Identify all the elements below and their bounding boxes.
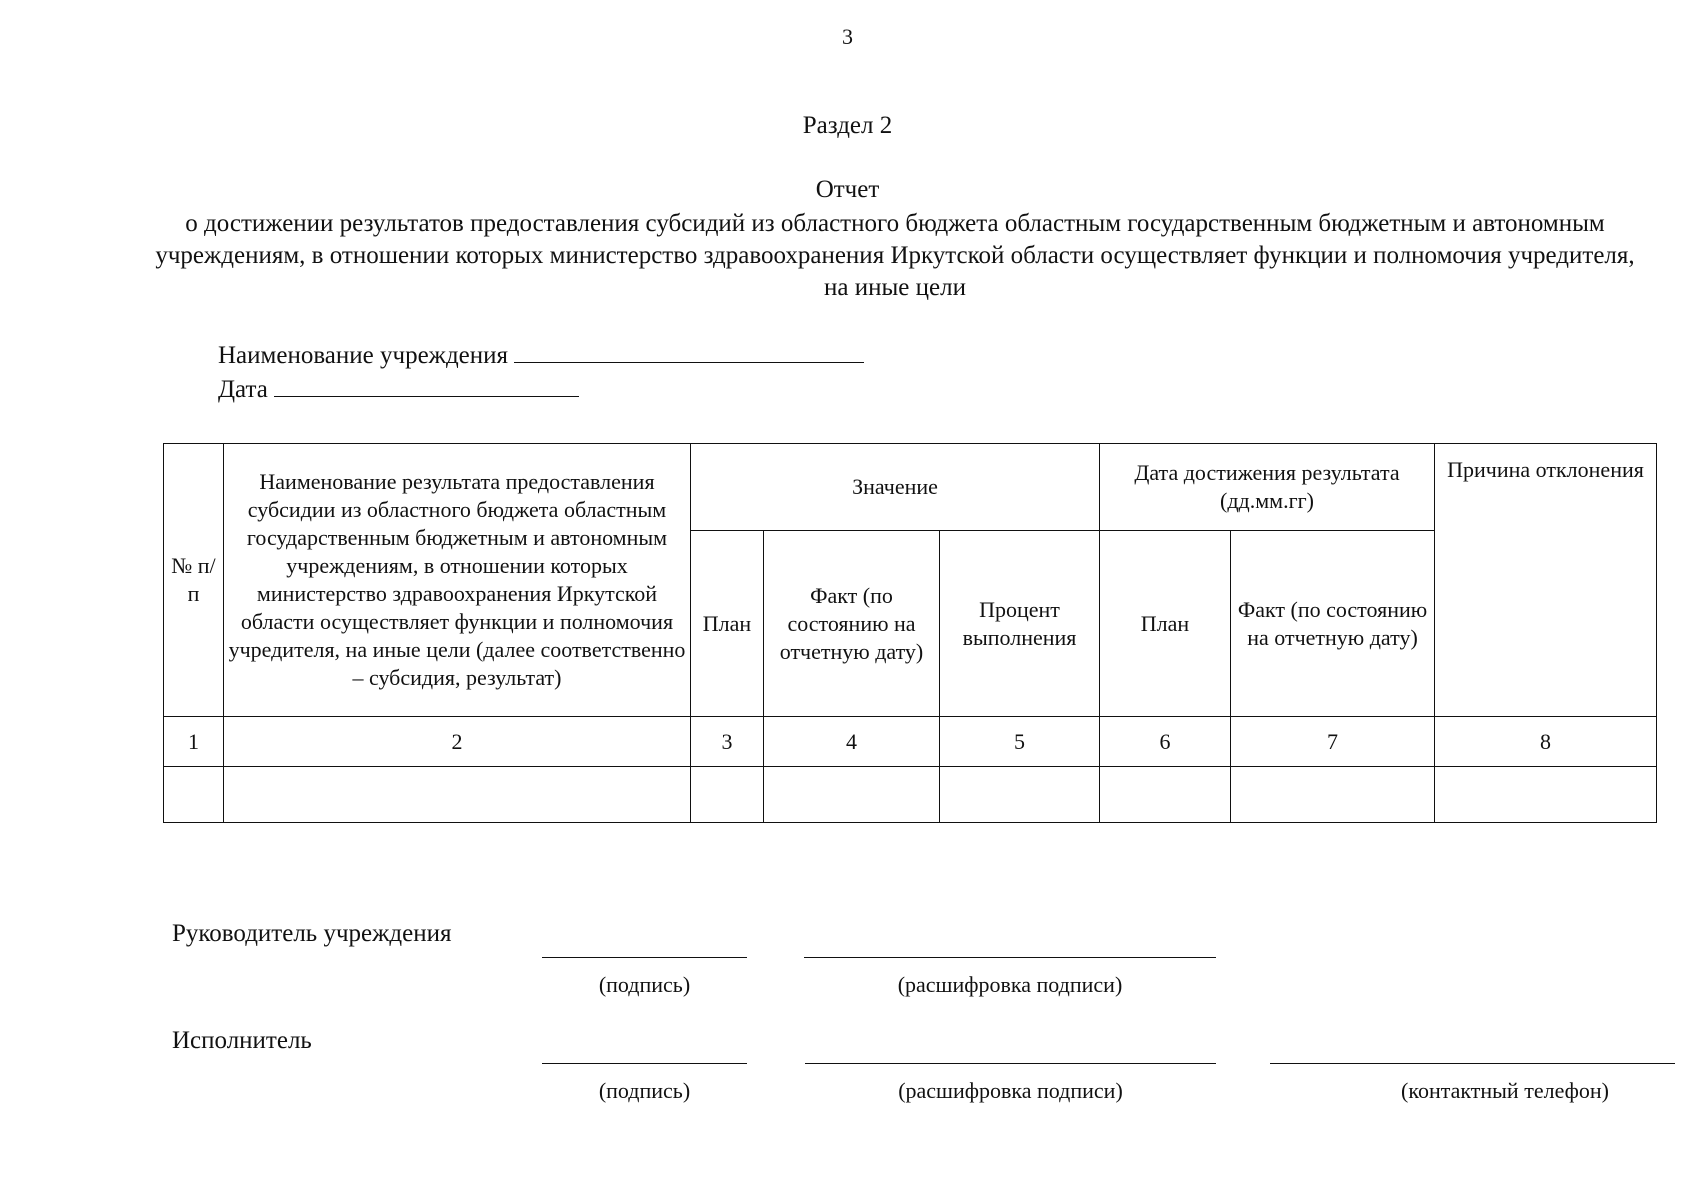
header-value-percent: Процент выполнения: [940, 531, 1100, 717]
report-subtitle: о достижении результатов предоставления субсидий из областного бюджета областным государственным бюджетным и автономным учреждениям, в отношении которых министерство здравоохранения Иркутской области осуществляет функции и полномочия учредителя, на иные цели: [155, 210, 1635, 301]
executor-label: Исполнитель: [172, 1027, 312, 1054]
institution-field: [218, 340, 864, 370]
institution-blank-line[interactable]: [514, 340, 864, 363]
executor-phone-caption: (контактный телефон): [1401, 1078, 1609, 1103]
head-decoding-caption: (расшифровка подписи): [897, 972, 1123, 997]
report-table: [163, 443, 1657, 823]
table-cell[interactable]: [164, 767, 224, 823]
col-number: 6: [1100, 717, 1231, 767]
institution-label: Наименование учреждения: [218, 342, 509, 369]
col-number: 5: [940, 717, 1100, 767]
head-label: Руководитель учреждения: [172, 920, 452, 947]
table-cell[interactable]: [764, 767, 940, 823]
table-cell[interactable]: [1435, 767, 1657, 823]
header-group-date: Дата достижения результата (дд.мм.гг): [1100, 444, 1435, 531]
table-row: [164, 767, 1657, 823]
head-signature-caption: (подпись): [598, 972, 691, 997]
executor-decoding-caption: (расшифровка подписи): [898, 1078, 1123, 1103]
table-number-row: [164, 717, 1657, 767]
header-date-fact: Факт (по состоянию на отчетную дату): [1231, 531, 1435, 717]
table-cell[interactable]: [1100, 767, 1231, 823]
head-signature-line[interactable]: [542, 957, 747, 958]
header-value-plan: План: [691, 531, 764, 717]
head-decoding-line[interactable]: [804, 957, 1216, 958]
table-header-row-1: [164, 444, 1657, 531]
date-blank-line[interactable]: [274, 374, 579, 397]
header-result-name: Наименование результата предоставления субсидии из областного бюджета областным государственным бюджетным и автономным учреждениям, в отношении которых министерство здравоохранения Иркутской области осуществляет функции и полномочия учредителя, на иные цели (далее соответственно – субсидия, результат): [224, 444, 691, 717]
col-number: 4: [764, 717, 940, 767]
table-cell[interactable]: [224, 767, 691, 823]
date-label: Дата: [218, 376, 268, 403]
executor-signature-caption: (подпись): [598, 1078, 691, 1103]
table-cell[interactable]: [940, 767, 1100, 823]
executor-signature-line[interactable]: [542, 1063, 747, 1064]
report-title: Отчет: [815, 176, 880, 203]
col-number: 1: [164, 717, 224, 767]
table-cell[interactable]: [691, 767, 764, 823]
header-date-plan: План: [1100, 531, 1231, 717]
executor-decoding-line[interactable]: [805, 1063, 1216, 1064]
table-cell[interactable]: [1231, 767, 1435, 823]
col-number: 2: [224, 717, 691, 767]
header-value-fact: Факт (по состоянию на отчетную дату): [764, 531, 940, 717]
col-number: 3: [691, 717, 764, 767]
header-group-value: Значение: [691, 444, 1100, 531]
col-number: 7: [1231, 717, 1435, 767]
date-field: [218, 374, 579, 404]
col-number: 8: [1435, 717, 1657, 767]
header-reason: Причина отклонения: [1435, 444, 1657, 717]
header-num: № п/п: [164, 444, 224, 717]
page-number: 3: [842, 24, 853, 49]
executor-phone-line[interactable]: [1270, 1063, 1675, 1064]
section-title: Раздел 2: [802, 112, 893, 139]
